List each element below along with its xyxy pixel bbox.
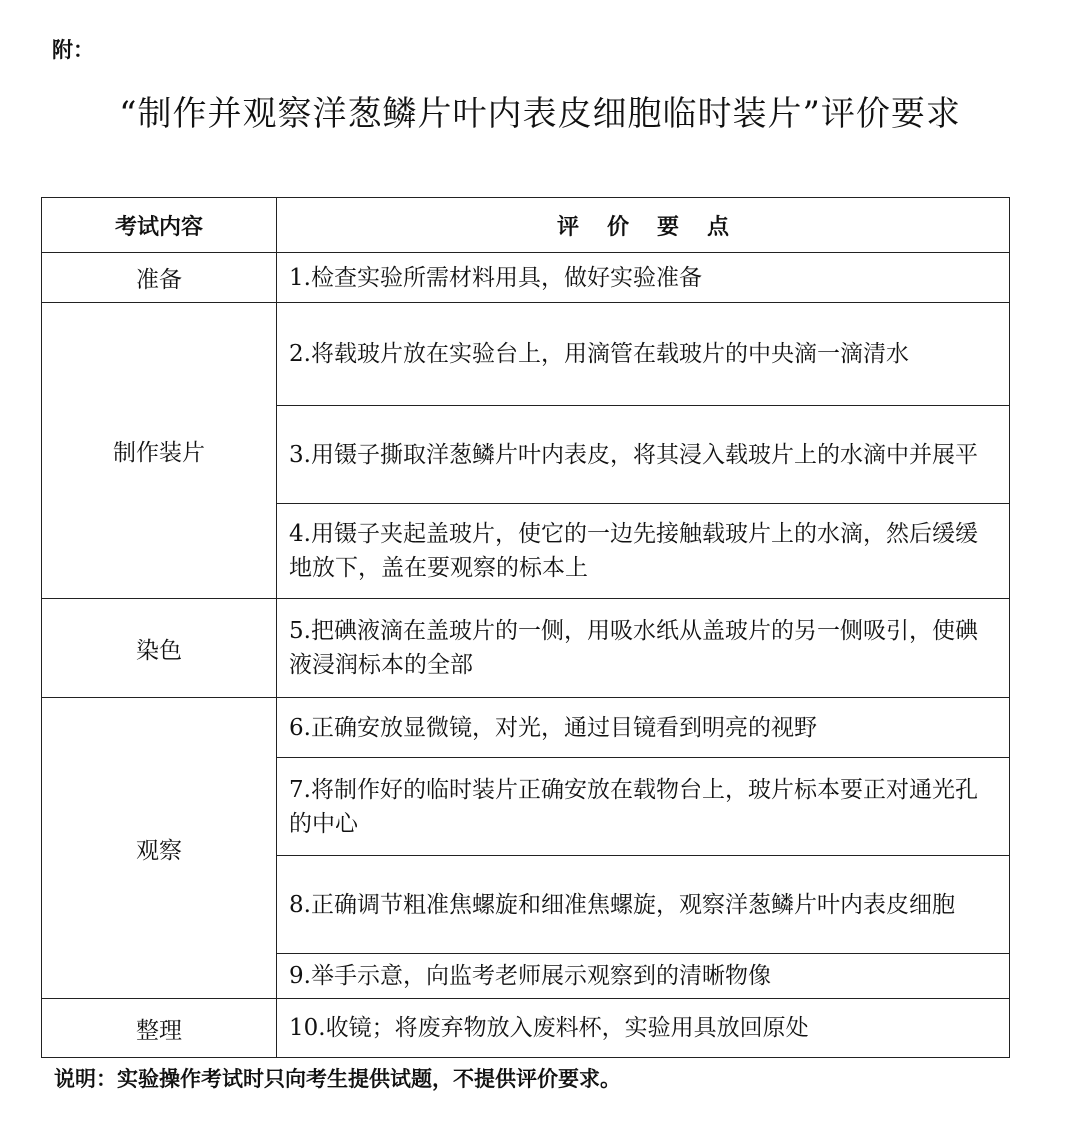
criterion-item: 7.将制作好的临时装片正确安放在载物台上，玻片标本要正对通光孔的中心: [277, 758, 1010, 856]
table-row: [42, 303, 1010, 406]
criterion-item: 10.收镜；将废弃物放入废料杯，实验用具放回原处: [277, 999, 1010, 1058]
criterion-item: 8.正确调节粗准焦螺旋和细准焦螺旋，观察洋葱鳞片叶内表皮细胞: [277, 856, 1010, 954]
table-header-row: [42, 198, 1010, 253]
category-staining: 染色: [42, 599, 277, 698]
criterion-item: 9.举手示意，向监考老师展示观察到的清晰物像: [277, 954, 1010, 999]
criterion-item: 4.用镊子夹起盖玻片，使它的一边先接触载玻片上的水滴，然后缓缓地放下，盖在要观察的标本上: [277, 504, 1010, 599]
criterion-item: 2.将载玻片放在实验台上，用滴管在载玻片的中央滴一滴清水: [277, 303, 1010, 406]
evaluation-table: [41, 197, 1010, 1058]
table-row: [42, 599, 1010, 698]
category-cleanup: 整理: [42, 999, 277, 1058]
criterion-item: 3.用镊子撕取洋葱鳞片叶内表皮，将其浸入载玻片上的水滴中并展平: [277, 406, 1010, 504]
table-row: [42, 999, 1010, 1058]
header-evaluation-points: 评价要点: [277, 198, 1010, 253]
footnote: 说明：实验操作考试时只向考生提供试题，不提供评价要求。: [54, 1067, 621, 1091]
appendix-label: 附：: [52, 38, 94, 62]
category-make-slide: 制作装片: [42, 303, 277, 599]
document-title: “制作并观察洋葱鳞片叶内表皮细胞临时装片”评价要求: [119, 94, 961, 134]
criterion-item: 1.检查实验所需材料用具，做好实验准备: [277, 253, 1010, 303]
table-row: [42, 253, 1010, 303]
criterion-item: 6.正确安放显微镜，对光，通过目镜看到明亮的视野: [277, 698, 1010, 758]
category-observation: 观察: [42, 698, 277, 999]
table-row: [42, 698, 1010, 758]
category-preparation: 准备: [42, 253, 277, 303]
criterion-item: 5.把碘液滴在盖玻片的一侧，用吸水纸从盖玻片的另一侧吸引，使碘液浸润标本的全部: [277, 599, 1010, 698]
header-exam-content: 考试内容: [42, 198, 277, 253]
